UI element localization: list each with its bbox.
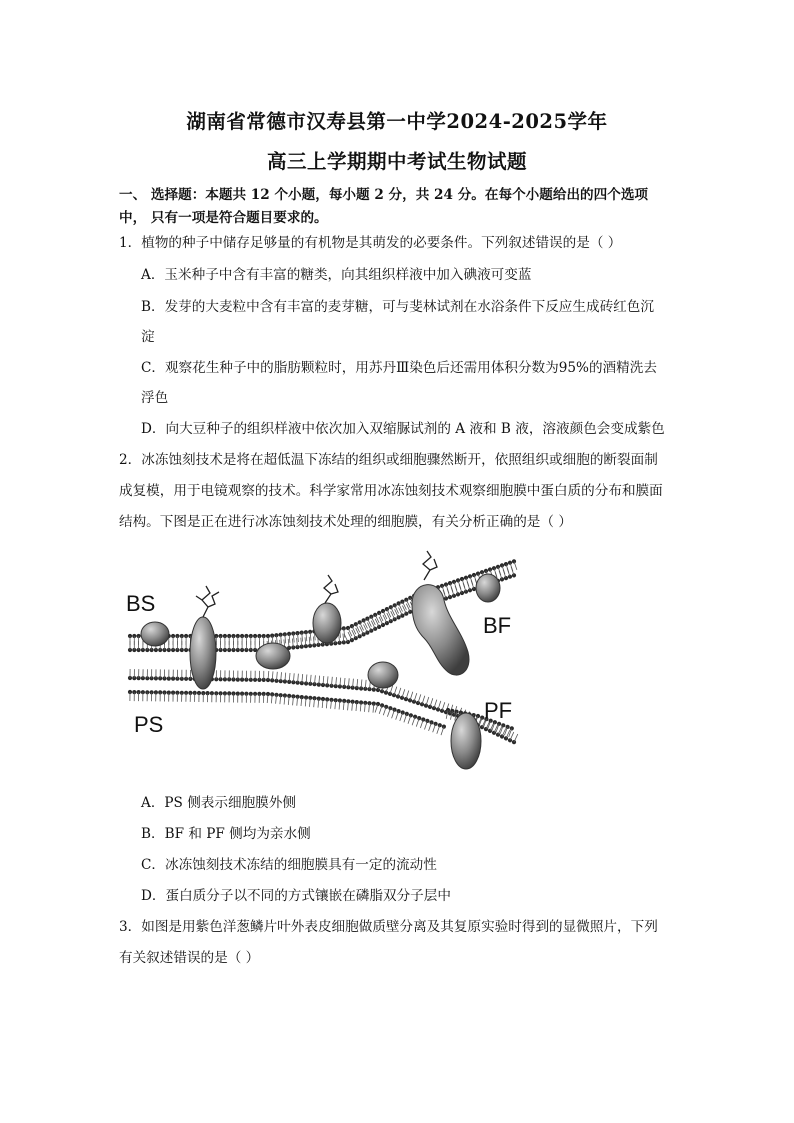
label-ps: PS [134, 712, 164, 737]
section-instructions-line1: 一、 选择题：本题共 12 个小题，每小题 2 分，共 24 分。在每个小题给出的四个选项 [119, 187, 649, 203]
freeze-etch-membrane-figure [118, 548, 538, 780]
membrane-protein [141, 574, 500, 769]
paper-title-line1: 湖南省常德市汉寿县第一中学2024-2025学年 [186, 110, 608, 133]
q1-option-b: B．发芽的大麦粒中含有丰富的麦芽糖，可与斐林试剂在水浴条件下反应生成砖红色沉 [141, 299, 654, 315]
q2-option-b: B．BF 和 PF 侧均为亲水侧 [141, 826, 311, 842]
q2-option-d: D．蛋白质分子以不同的方式镶嵌在磷脂双分子层中 [141, 888, 451, 904]
glycan-chain [196, 551, 437, 617]
label-bs: BS [126, 591, 156, 616]
q1-option-b-cont: 淀 [141, 329, 155, 345]
q1-option-a: A．玉米种子中含有丰富的糖类，向其组织样液中加入碘液可变蓝 [141, 267, 532, 283]
q1-option-d: D．向大豆种子的组织样液中依次加入双缩脲试剂的 A 液和 B 液，溶液颜色会变成紫色 [141, 421, 665, 437]
label-bf: BF [483, 613, 512, 638]
q2-stem-line3: 结构。下图是正在进行冰冻蚀刻技术处理的细胞膜，有关分析正确的是（ ） [119, 514, 572, 530]
q2-option-c: C．冰冻蚀刻技术冻结的细胞膜具有一定的流动性 [141, 857, 437, 873]
q1-option-c: C．观察花生种子中的脂肪颗粒时，用苏丹Ⅲ染色后还需用体积分数为95%的酒精洗去 [141, 360, 657, 376]
label-pf: PF [484, 698, 513, 723]
section-instructions-line2: 中， 只有一项是符合题目要求的。 [119, 210, 328, 226]
q1-stem: 1．植物的种子中储存足够量的有机物是其萌发的必要条件。下列叙述错误的是（ ） [119, 235, 622, 251]
q3-stem-line2: 有关叙述错误的是（ ） [119, 950, 260, 966]
q3-stem-line1: 3．如图是用紫色洋葱鳞片叶外表皮细胞做质壁分离及其复原实验时得到的显微照片，下列 [119, 919, 658, 935]
q2-stem-line2: 成复模，用于电镜观察的技术。科学家常用冰冻蚀刻技术观察细胞膜中蛋白质的分布和膜面 [119, 483, 663, 499]
paper-title-line2: 高三上学期期中考试生物试题 [266, 150, 527, 173]
q2-stem-line1: 2．冰冻蚀刻技术是将在超低温下冻结的组织或细胞骤然断开，依照组织或细胞的断裂面制 [119, 452, 658, 468]
q2-option-a: A．PS 侧表示细胞膜外侧 [141, 795, 296, 811]
q1-option-c-cont: 浮色 [141, 390, 169, 406]
